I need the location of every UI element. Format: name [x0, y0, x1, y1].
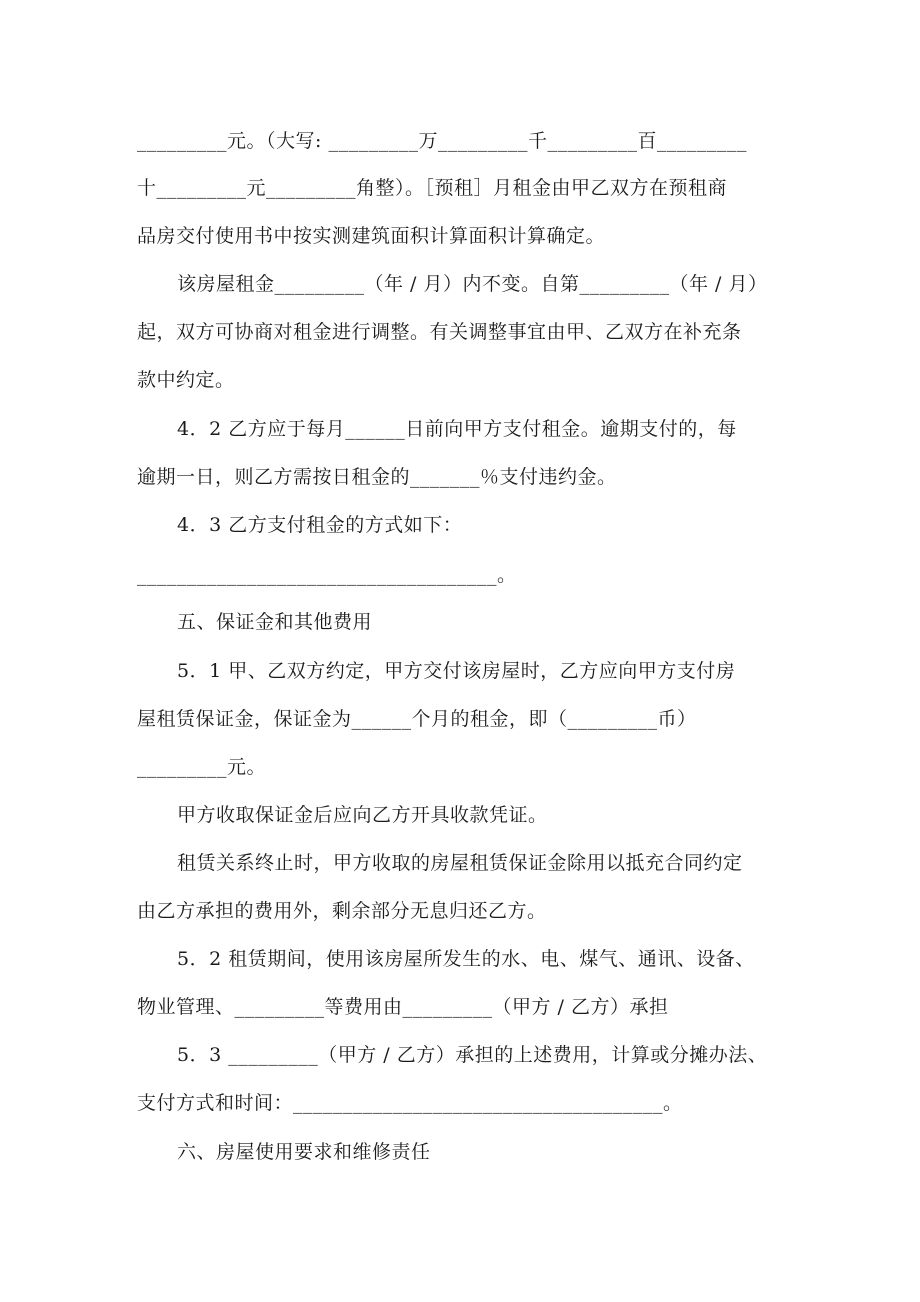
text-line: 起，双方可协商对租金进行调整。有关调整事宜由甲、乙双方在补充条 — [137, 321, 742, 343]
text-line: 租赁关系终止时，甲方收取的房屋租赁保证金除用以抵充合同约定 — [177, 852, 743, 874]
section-heading: 五、保证金和其他费用 — [177, 611, 373, 633]
text-line: 5．3 _________（甲方 / 乙方）承担的上述费用，计算或分摊办法、 — [177, 1044, 768, 1066]
text-line: 甲方收取保证金后应向乙方开具收款凭证。 — [177, 804, 548, 826]
text-line: _________元。（大写: _________万_________千_________百_________ — [137, 130, 747, 152]
text-line: 4．3 乙方支付租金的方式如下： — [177, 514, 463, 536]
text-line: 5．1 甲、乙双方约定，甲方交付该房屋时，乙方应向甲方支付房 — [177, 660, 736, 682]
text-line: ____________________________________。 — [137, 564, 517, 586]
text-line: 该房屋租金_________（年 / 月）内不变。自第_________（年 / 月） — [177, 273, 768, 295]
text-line: 物业管理、_________等费用由_________（甲方 / 乙方）承担 — [137, 996, 669, 1018]
text-line: 款中约定。 — [137, 369, 235, 391]
section-heading: 六、房屋使用要求和维修责任 — [177, 1141, 431, 1163]
text-line: 支付方式和时间：_____________________________________。 — [137, 1092, 683, 1114]
text-line: 十_________元_________角整）。［预租］月租金由甲乙双方在预租商 — [137, 177, 728, 199]
text-line: 逾期一日，则乙方需按日租金的_______％支付违约金。 — [137, 466, 617, 488]
text-line: 由乙方承担的费用外，剩余部分无息归还乙方。 — [137, 900, 547, 922]
text-line: 屋租赁保证金，保证金为______个月的租金，即（_________币） — [137, 708, 697, 730]
text-line: _________元。 — [137, 756, 267, 778]
text-line: 5．2 租赁期间，使用该房屋所发生的水、电、煤气、通讯、设备、 — [177, 948, 755, 970]
text-line: 品房交付使用书中按实测建筑面积计算面积计算确定。 — [137, 225, 606, 247]
text-line: 4．2 乙方应于每月______日前向甲方支付租金。逾期支付的，每 — [177, 418, 737, 440]
